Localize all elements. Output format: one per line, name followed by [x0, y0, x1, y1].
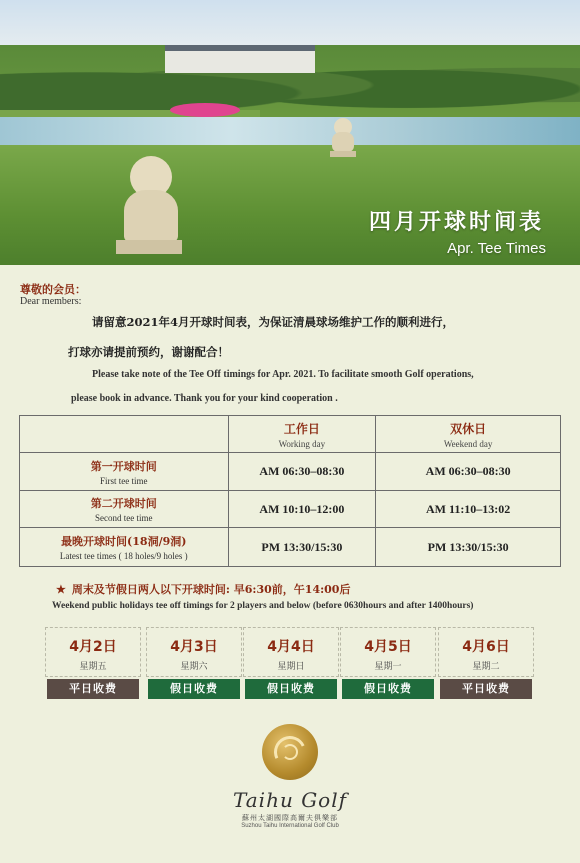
fee-tag: 平日收费: [440, 679, 532, 699]
header-en: Weekend day: [443, 438, 493, 449]
day-card: [146, 627, 242, 703]
weekend-time-cell: PM 13:30/15:30: [376, 528, 561, 567]
weekend-time-cell: AM 06:30–08:30: [376, 453, 561, 491]
day-weekday: 星期一: [374, 662, 402, 672]
fee-tag: 假日收费: [342, 679, 434, 699]
weekend-notice-en: Weekend public holidays tee off timings for 2 players and below (before 0630hours and after 1400hours): [52, 601, 474, 611]
row-label-cn: 第一开球时间: [90, 459, 157, 473]
intro-line1-cn: 请留意2021年4月开球时间表，为保证清晨球场维护工作的顺利进行，: [92, 315, 455, 329]
stone-lion-small: [330, 118, 356, 158]
tee-times-table: [19, 415, 561, 567]
row-label-en: First tee time: [100, 475, 148, 486]
day-card: [45, 627, 141, 703]
intro-line2-en: please book in advance. Thank you for your kind cooperation .: [71, 393, 338, 404]
hero-banner: [0, 0, 580, 265]
day-date: 4月5日: [364, 639, 412, 655]
day-card: [438, 627, 534, 703]
header-en: Working day: [278, 438, 326, 449]
weekend-time-cell: AM 11:10–13:02: [376, 491, 561, 528]
fee-tag: 平日收费: [47, 679, 139, 699]
header-weekend-day: [376, 416, 561, 453]
greeting-en: Dear members:: [20, 296, 82, 307]
row-header: [20, 491, 229, 528]
page-title: 四月开球时间表: [368, 210, 544, 235]
day-date: 4月6日: [462, 639, 510, 655]
header-cn: 工作日: [283, 421, 320, 436]
day-weekday: 星期五: [79, 662, 107, 672]
day-card: [340, 627, 436, 703]
star-icon: ★: [56, 583, 66, 596]
brand-name: Taihu Golf: [232, 788, 348, 812]
greeting-cn: 尊敬的会员：: [20, 283, 86, 296]
day-date: 4月4日: [267, 639, 315, 655]
working-time-cell: PM 13:30/15:30: [228, 528, 376, 567]
table-row: [20, 491, 561, 528]
day-weekday: 星期日: [277, 662, 305, 672]
table-row: [20, 528, 561, 567]
holiday-calendar: [45, 627, 545, 703]
brand-name-cn: 蘇州太湖國際高爾夫俱樂部: [242, 814, 338, 822]
table-header-row: [20, 416, 561, 453]
day-date: 4月3日: [170, 639, 218, 655]
flower-bed: [170, 103, 240, 117]
row-label-cn: 第二开球时间: [90, 497, 157, 510]
table-corner-cell: [20, 416, 229, 453]
weekend-notice-cn: [56, 581, 350, 597]
fee-tag: 假日收费: [148, 679, 240, 699]
clubhouse: [165, 45, 315, 73]
row-header: [20, 453, 229, 491]
page-subtitle: Apr. Tee Times: [447, 240, 546, 257]
stone-lion-large: [116, 156, 182, 254]
row-label-en: Second tee time: [95, 513, 153, 523]
row-label-en: Latest tee times ( 18 holes/9 holes ): [59, 551, 188, 561]
header-cn: 双休日: [450, 421, 487, 436]
day-card: [243, 627, 339, 703]
brand-name-en: Suzhou Taihu International Golf Club: [241, 823, 339, 829]
table-row: [20, 453, 561, 491]
lake: [0, 117, 580, 147]
day-weekday: 星期六: [180, 662, 208, 672]
day-weekday: 星期二: [472, 662, 500, 672]
club-logo-icon: [262, 724, 318, 780]
intro-line2-cn: 打球亦请提前预约，谢谢配合！: [68, 345, 229, 359]
row-header: [20, 528, 229, 567]
working-time-cell: AM 10:10–12:00: [228, 491, 376, 528]
logo-swirl-inner: [282, 744, 298, 760]
day-date: 4月2日: [69, 639, 117, 655]
intro-line1-en: Please take note of the Tee Off timings for Apr. 2021. To facilitate smooth Golf operations,: [92, 369, 474, 380]
notice-text: 周末及节假日两人以下开球时间: 早6:30前，午14:00后: [71, 583, 351, 596]
fee-tag: 假日收费: [245, 679, 337, 699]
working-time-cell: AM 06:30–08:30: [228, 453, 376, 491]
header-working-day: [228, 416, 376, 453]
row-label-cn: 最晚开球时间(18洞/9洞): [61, 535, 187, 548]
